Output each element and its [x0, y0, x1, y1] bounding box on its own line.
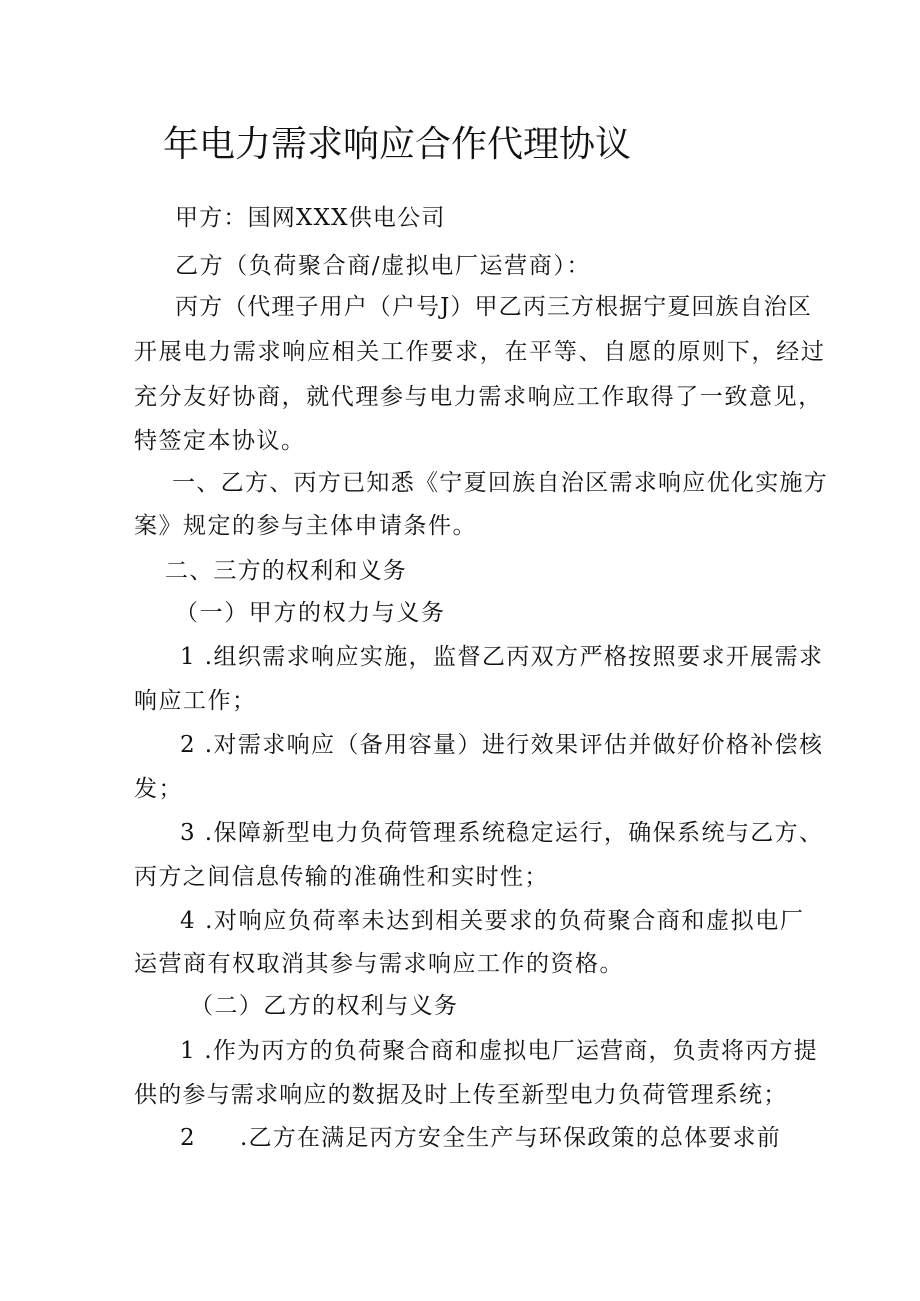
item-line: 2 .对需求响应（备用容量）进行效果评估并做好价格补偿核: [180, 732, 824, 758]
paragraph-line: 充分友好协商，就代理参与电力需求响应工作取得了一致意见，: [134, 384, 823, 410]
document-title: 年电力需求响应合作代理协议: [163, 124, 632, 165]
subsection-heading: （二）乙方的权利与义务: [190, 993, 459, 1019]
item-line: 1 .组织需求响应实施，监督乙丙双方严格按照要求开展需求: [180, 644, 824, 670]
paragraph-line: 特签定本协议。: [134, 428, 306, 454]
item-line: 供的参与需求响应的数据及时上传至新型电力负荷管理系统；: [134, 1082, 788, 1108]
party-b-line: 乙方（负荷聚合商/虚拟电厂运营商）：: [175, 253, 592, 279]
item-line: 3 .保障新型电力负荷管理系统稳定运行，确保系统与乙方、: [180, 820, 824, 846]
section-heading: 二、三方的权利和义务: [165, 558, 407, 584]
clause-one-line: 案》规定的参与主体申请条件。: [134, 513, 477, 539]
item-line: 1 .作为丙方的负荷聚合商和虚拟电厂运营商，负责将丙方提: [180, 1038, 818, 1064]
party-a-line: 甲方：国网XXX供电公司: [175, 205, 446, 231]
item-line: 运营商有权取消其参与需求响应工作的资格。: [134, 951, 624, 977]
party-c-line: 丙方（代理子用户（户号J）甲乙丙三方根据宁夏回族自治区: [175, 294, 812, 320]
item-line: 响应工作；: [134, 688, 257, 714]
item-line: .乙方在满足丙方安全生产与环保政策的总体要求前: [240, 1125, 781, 1151]
subsection-heading: （一）甲方的权力与义务: [175, 600, 446, 626]
paragraph-line: 开展电力需求响应相关工作要求，在平等、自愿的原则下，经过: [134, 339, 826, 365]
item-line: 4 .对响应负荷率未达到相关要求的负荷聚合商和虚拟电厂: [180, 908, 805, 934]
item-line: 丙方之间信息传输的准确性和实时性；: [134, 864, 549, 890]
item-line: 发；: [134, 776, 183, 802]
item-number: 2: [180, 1125, 195, 1151]
clause-one-line: 一、乙方、丙方已知悉《宁夏回族自治区需求响应优化实施方: [172, 470, 829, 496]
